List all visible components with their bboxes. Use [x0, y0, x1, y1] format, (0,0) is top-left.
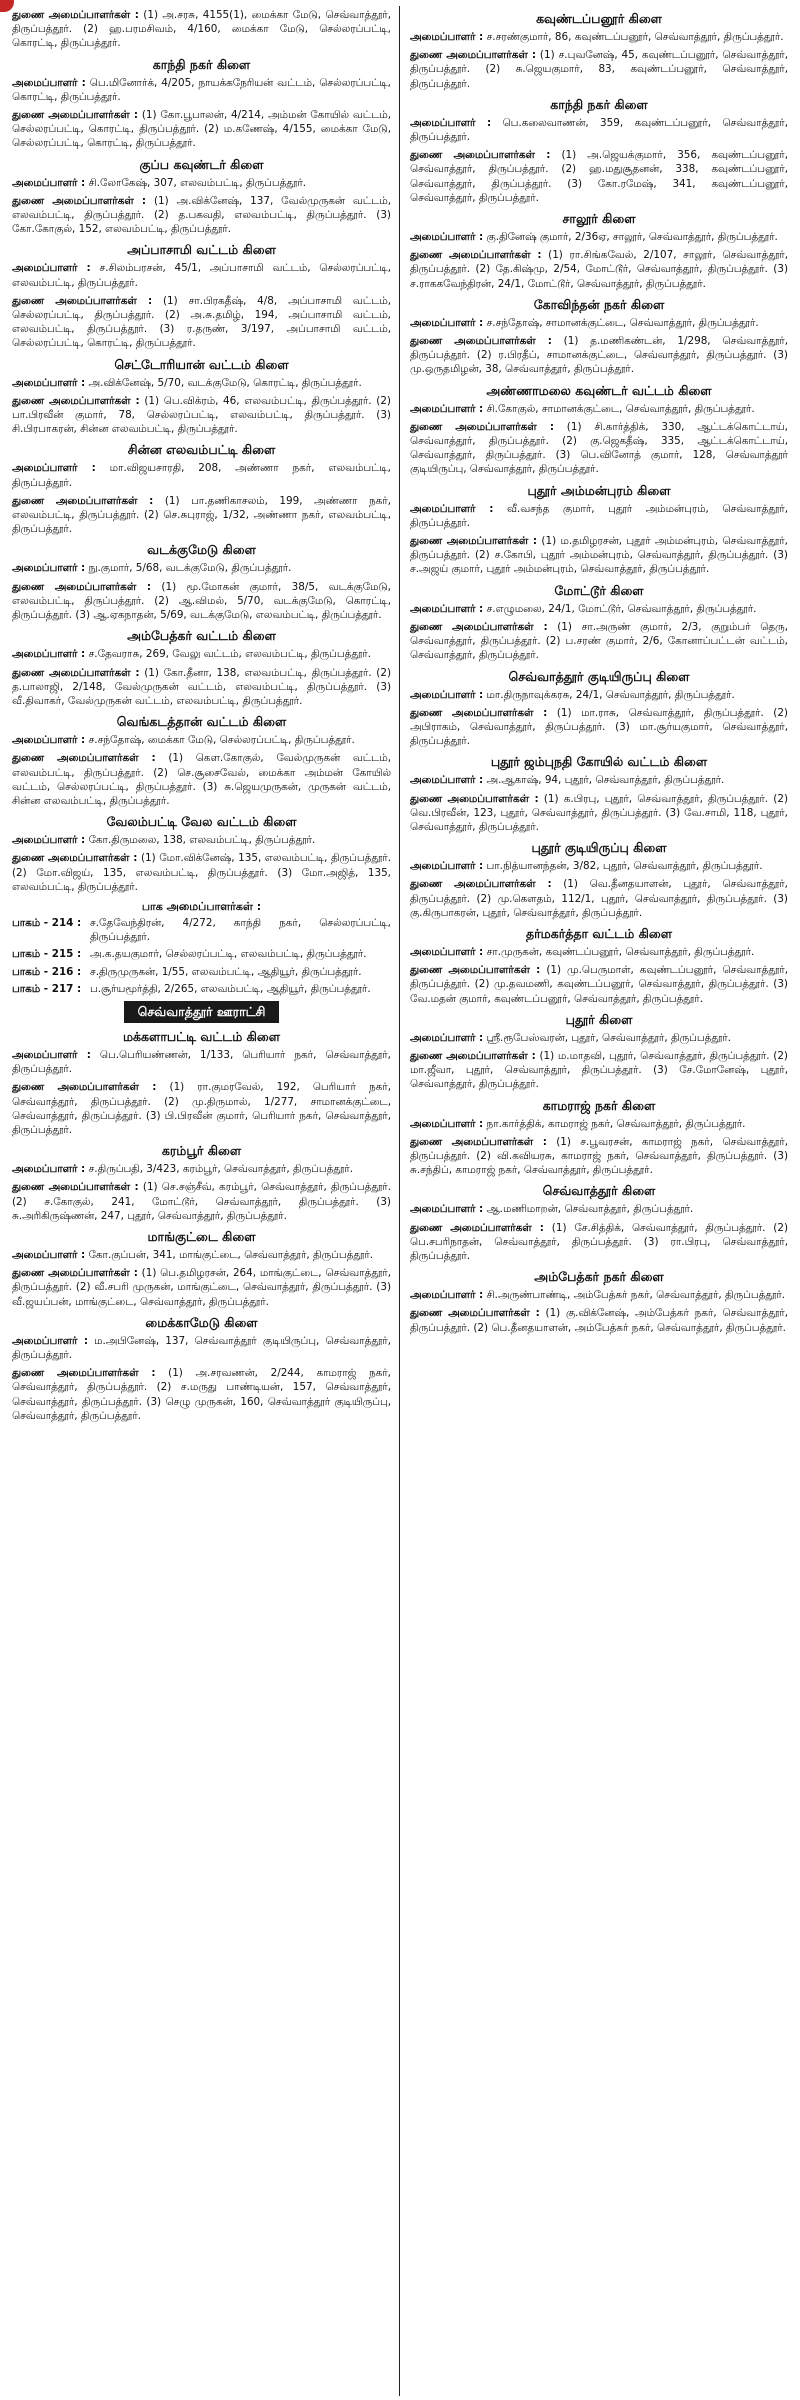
- member-details: சி.அருண்பாண்டி, அம்பேத்கர் நகர், செவ்வாத்தூர், திருப்பத்தூர்.: [483, 1289, 786, 1302]
- member-details: (1) சா.அருண் குமார், 2/3, குறும்பர் தெரு, செவ்வாத்தூர், திருப்பத்தூர். (2) ப.சரண் குமார், 2/6, கோனாப்பட்டன் வட்டம், செவ்வாத்தூர், திருப்பத்தூர்.: [410, 620, 788, 662]
- booth-organiser: ச.திருமுருகன், 1/55, எலவம்பட்டி, ஆதியூர், திருப்பத்தூர்.: [90, 965, 362, 978]
- role-label: துணை அமைப்பாளர்கள் :: [410, 49, 537, 62]
- member-entry: [410, 792, 788, 835]
- role-label: அமைப்பாளர் :: [12, 1163, 86, 1176]
- role-label: துணை அமைப்பாளர்கள் :: [410, 535, 538, 548]
- booth-number: பாகம் - 216 :: [12, 965, 82, 978]
- role-label: துணை அமைப்பாளர்கள் :: [12, 294, 153, 307]
- role-label: துணை அமைப்பாளர்கள் :: [410, 149, 551, 162]
- member-details: ஸ்ரீ.ரூபேஸ்வரன், புதூர், செவ்வாத்தூர், திருப்பத்தூர்.: [483, 1031, 732, 1044]
- role-label: துணை அமைப்பாளர்கள் :: [410, 420, 554, 433]
- role-label: துணை அமைப்பாளர்கள் :: [410, 1221, 544, 1234]
- member-details: (1) மா.ராசு, செவ்வாத்தூர், திருப்பத்தூர். (2) அபிராகம், செவ்வாத்தூர், திருப்பத்தூர். (3) மா.சூர்யகுமார், செவ்வாத்தூர், திருப்பத்தூர்.: [410, 706, 788, 748]
- member-details: ச.சரண்குமார், 86, கவுண்டப்பனூர், செவ்வாத்தூர், திருப்பத்தூர்.: [483, 31, 784, 43]
- role-label: துணை அமைப்பாளர்கள் :: [12, 1367, 156, 1380]
- role-label: அமைப்பாளர் :: [12, 1334, 88, 1347]
- member-details: மா.விஜயசாரதி, 208, அண்ணா நகர், எலவம்பட்டி, திருப்பத்தூர்.: [12, 462, 391, 489]
- member-details: ஆ.மணிமாறன், செவ்வாத்தூர், திருப்பத்தூர்.: [483, 1203, 694, 1216]
- branch-section: [12, 241, 391, 350]
- left-column: [6, 6, 400, 2396]
- member-entry: [410, 316, 788, 330]
- branch-section: [410, 382, 788, 477]
- member-details: அ.விக்னேஷ், 5/70, வடக்குமேடு, கொரட்டி, திருப்பத்தூர்.: [85, 376, 362, 389]
- role-label: அமைப்பாளர் :: [410, 231, 484, 244]
- member-details: (1) கோ.தீனா, 138, எலவம்பட்டி, திருப்பத்தூர். (2) த.பாலாஜி, 2/148, வேல்முருகன் வட்டம், எலவம்பட்டி, திருப்பத்தூர். (3) வீ.திவாகர், வேல்முருகன் வட்டம், எலவம்பட்டி, திருப்பத்தூர்.: [12, 666, 391, 707]
- member-entry: [12, 580, 391, 623]
- role-label: அமைப்பாளர் :: [410, 1031, 484, 1044]
- member-entry: [12, 176, 391, 190]
- member-entry: [410, 1221, 788, 1264]
- member-entry: [12, 76, 391, 104]
- member-details: (1) மோ.விக்னேஷ், 135, எலவம்பட்டி, திருப்பத்தூர். (2) மோ.விஜய், 135, எலவம்பட்டி, திருப்பத்தூர். (3) மோ.அஜித், 135, எலவம்பட்டி, திருப்பத்தூர்.: [12, 852, 392, 893]
- branch-section: [12, 627, 391, 708]
- member-entry: [410, 602, 788, 616]
- branch-section: [410, 96, 788, 205]
- member-details: கோ.திருமலை, 138, எலவம்பட்டி, திருப்பத்தூர்.: [85, 834, 316, 847]
- member-details: ச.திருப்பதி, 3/423, கரம்பூர், செவ்வாத்தூர், திருப்பத்தூர்.: [85, 1163, 354, 1176]
- member-details: பெ.கலைவாணன், 359, கவுண்டப்பனூர், செவ்வாத்தூர், திருப்பத்தூர்.: [410, 116, 788, 144]
- branch-title: வேலம்பட்டி வேல வட்டம் கிளை: [106, 814, 297, 830]
- branch-section: [410, 482, 788, 577]
- member-entry: [410, 502, 788, 530]
- member-entry: [410, 248, 788, 291]
- booth-title: பாக அமைப்பாளர்கள் :: [141, 899, 262, 913]
- role-label: அமைப்பாளர் :: [410, 774, 484, 787]
- member-entry: [12, 1266, 391, 1309]
- branch-section: [410, 1182, 788, 1263]
- role-label: துணை அமைப்பாளர்கள் :: [410, 1135, 547, 1148]
- role-label: அமைப்பாளர் :: [410, 688, 484, 701]
- branch-title: மாங்குட்டை கிளை: [147, 1228, 256, 1244]
- member-details: (1) ச.பூவரசன், காமராஜ் நகர், செவ்வாத்தூர், திருப்பத்தூர். (2) வி.கவியரசு, காமராஜ் நகர், செவ்வாத்தூர், திருப்பத்தூர். (3) சு.சந்திப், காமராஜ் நகர், செவ்வாத்தூர், திருப்பத்தூர்.: [410, 1135, 788, 1177]
- role-label: அமைப்பாளர் :: [410, 31, 484, 43]
- member-details: (1) அ.ஜெயக்குமார், 356, கவுண்டப்பனூர், செவ்வாத்தூர், திருப்பத்தூர். (2) ஹ.மதுசூதனன், 338, கவுண்டப்பனூர், செவ்வாத்தூர், திருப்பத்தூர். (3) கோ.ரமேஷ், 341, கவுண்டப்பனூர், செவ்வாத்தூர், திருப்பத்தூர்.: [410, 149, 788, 204]
- branch-title: புதூர் அம்மன்புரம் கிளை: [527, 482, 671, 498]
- booth-row: [12, 982, 391, 996]
- role-label: துணை அமைப்பாளர்கள் :: [12, 109, 139, 122]
- branch-section: [12, 1028, 391, 1137]
- member-details: (1) கு.விக்னேஷ், அம்பேத்கர் நகர், செவ்வாத்தூர், திருப்பத்தூர். (2) பெ.தீனதயாளன், அம்பேத்கர் நகர், செவ்வாத்தூர், திருப்பத்தூர்.: [410, 1307, 788, 1334]
- booth-row: [12, 947, 391, 961]
- member-entry: [410, 963, 788, 1006]
- branch-section: [410, 839, 788, 920]
- member-details: (1) வெ.தீனதயாளன், புதூர், செவ்வாத்தூர், திருப்பத்தூர். (2) மு.கௌதம், 112/1, புதூர், செவ்வாத்தூர், திருப்பத்தூர். (3) கு.கிருபாகரன், புதூர், செவ்வாத்தூர், திருப்பத்தூர்.: [410, 878, 788, 919]
- member-entry: [12, 376, 391, 390]
- member-details: மா.திருநாவுக்கரசு, 24/1, செவ்வாத்தூர், திருப்பத்தூர்.: [483, 688, 735, 701]
- member-entry: [12, 394, 391, 437]
- branch-title: மோட்டூர் கிளை: [554, 582, 644, 598]
- role-label: அமைப்பாளர் :: [410, 116, 492, 129]
- booth-list: [12, 916, 391, 996]
- member-details: சா.முருகன், கவுண்டப்பனூர், செவ்வாத்தூர், திருப்பத்தூர்.: [483, 945, 755, 958]
- member-entry: [410, 48, 788, 91]
- role-label: துணை அமைப்பாளர்கள் :: [410, 1049, 536, 1062]
- branch-section: [12, 441, 391, 536]
- branch-section: [410, 1097, 788, 1178]
- role-label: துணை அமைப்பாளர்கள் :: [410, 964, 541, 977]
- booth-number: பாகம் - 214 :: [12, 916, 82, 929]
- member-details: (1) சா.பிரகதீஷ், 4/8, அப்பாசாமி வட்டம், செல்லரப்பட்டி, திருப்பத்தூர். (2) அ.சு.தமிழ், 194, அப்பாசாமி வட்டம், எலவம்பட்டி, திருப்பத்தூர். (3) ர.தருண், 3/197, அப்பாசாமி வட்டம், செல்லரப்பட்டி, கொரட்டி, திருப்பத்தூர்.: [12, 294, 391, 350]
- member-entry: [410, 116, 788, 144]
- branch-section: [12, 1314, 391, 1423]
- member-entry: [12, 1334, 391, 1362]
- branch-title: தர்மகர்த்தா வட்டம் கிளை: [525, 925, 673, 941]
- member-details: பெ.பெரியண்ணன், 1/133, பெரியார் நகர், செவ்வாத்தூர், திருப்பத்தூர்.: [12, 1048, 391, 1076]
- member-entry: [410, 877, 788, 920]
- branch-section: [410, 296, 788, 377]
- branch-title: கவுண்டப்பனூர் கிளை: [536, 11, 662, 26]
- member-details: (1) க.பிரபு, புதூர், செவ்வாத்தூர், திருப்பத்தூர். (2) வெ.பிரவீன், 123, புதூர், செவ்வாத்தூர், திருப்பத்தூர். (3) வே.சாமி, 118, புதூர், செவ்வாத்தூர், திருப்பத்தூர்.: [410, 792, 788, 833]
- role-label: அமைப்பாளர் :: [12, 734, 86, 747]
- member-details: (1) மூ.மோகன் குமார், 38/5, வடக்குமேடு, எலவம்பட்டி, திருப்பத்தூர். (2) ஆ.விமல், 5/70, வடக்குமேடு, கொரட்டி, திருப்பத்தூர். (3) ஆ.ஏகநாதன், 5/69, வடக்குமேடு, எலவம்பட்டி, திருப்பத்தூர்.: [12, 580, 391, 622]
- booth-organiser: அ.க.தயகுமார், செல்லரப்பட்டி, எலவம்பட்டி, திருப்பத்தூர்.: [90, 948, 367, 961]
- branch-section: [12, 56, 391, 151]
- member-entry: [410, 1117, 788, 1131]
- role-label: துணை அமைப்பாளர்கள் :: [12, 852, 138, 865]
- branch-title: செவ்வாத்தூர் குடியிருப்பு கிளை: [508, 668, 690, 684]
- member-entry: [12, 851, 391, 894]
- member-entry: [12, 561, 391, 575]
- member-entry: [12, 733, 391, 747]
- member-details: ச.சிலம்பரசன், 45/1, அப்பாசாமி வட்டம், செல்லரப்பட்டி, எலவம்பட்டி, திருப்பத்தூர்.: [12, 262, 391, 289]
- branch-title: புதூர் குடியிருப்பு கிளை: [531, 840, 667, 856]
- role-label: அமைப்பாளர் :: [410, 860, 484, 873]
- left-sections: [12, 8, 391, 894]
- branch-section: [12, 541, 391, 622]
- member-details: பெ.மினோர்க், 4/205, நாயக்கநேரியன் வட்டம், செல்லரப்பட்டி, கொரட்டி, திருப்பத்தூர்.: [12, 76, 391, 103]
- role-label: அமைப்பாளர் :: [12, 376, 86, 389]
- role-label: அமைப்பாளர் :: [12, 176, 86, 189]
- member-entry: [410, 30, 788, 44]
- branch-section: [12, 713, 391, 808]
- member-details: (1) த.மணிகண்டன், 1/298, செவ்வாத்தூர், திருப்பத்தூர். (2) ர.பிரதீப், சாமானக்குட்டை, செவ்வாத்தூர், திருப்பத்தூர். (3) மு.ஒருதமிழன், 38, செவ்வாத்தூர், திருப்பத்தூர்.: [410, 335, 789, 376]
- member-entry: [12, 194, 391, 237]
- branch-title: செட்டோரியான் வட்டம் கிளை: [114, 356, 289, 372]
- branch-title: புதூர் கிளை: [565, 1011, 633, 1027]
- right-column: [400, 6, 794, 2396]
- branch-section: [12, 813, 391, 894]
- role-label: துணை அமைப்பாளர்கள் :: [12, 494, 154, 507]
- branch-title: அம்பேத்கர் நகர் கிளை: [534, 1269, 664, 1285]
- role-label: அமைப்பாளர் :: [410, 602, 484, 615]
- branch-section: [12, 8, 391, 51]
- member-entry: [12, 1162, 391, 1176]
- booth-number: பாகம் - 215 :: [12, 948, 82, 961]
- role-label: அமைப்பாளர் :: [12, 462, 96, 475]
- branch-title: சாலூர் கிளை: [562, 211, 636, 227]
- member-details: அ.ஆகாஷ், 94, புதூர், செவ்வாத்தூர், திருப்பத்தூர்.: [483, 774, 725, 787]
- member-entry: [410, 534, 788, 577]
- role-label: அமைப்பாளர் :: [410, 1117, 484, 1130]
- role-label: துணை அமைப்பாளர்கள் :: [12, 1081, 157, 1094]
- branch-section: [410, 1268, 788, 1335]
- right-sections: [410, 10, 788, 1335]
- role-label: துணை அமைப்பாளர்கள் :: [410, 706, 548, 719]
- member-details: (1) பெ.விக்ரம், 46, எலவம்பட்டி, திருப்பத்தூர். (2) பா.பிரவீன் குமார், 78, செல்லரப்பட்டி, எலவம்பட்டி, திருப்பத்தூர். (3) சி.பிரபாகரன், சின்ன எலவம்பட்டி, திருப்பத்தூர்.: [12, 394, 391, 436]
- role-label: அமைப்பாளர் :: [410, 502, 494, 515]
- member-entry: [12, 751, 391, 808]
- member-details: (1) பெ.தமிழரசன், 264, மாங்குட்டை, செவ்வாத்தூர், திருப்பத்தூர். (2) வீ.சபரி முருகன், மாங்குட்டை, செவ்வாத்தூர், திருப்பத்தூர். (3) வீ.ஜயப்பன், மாங்குட்டை, செவ்வாத்தூர், திருப்பத்தூர்.: [12, 1267, 391, 1308]
- member-entry: [12, 666, 391, 709]
- role-label: அமைப்பாளர் :: [410, 316, 484, 329]
- branch-section: [410, 925, 788, 1006]
- member-entry: [12, 1080, 391, 1137]
- booth-organisers: [12, 899, 391, 996]
- branch-title: குப்ப கவுண்டர் கிளை: [139, 156, 264, 172]
- branch-section: [12, 1228, 391, 1309]
- member-entry: [12, 647, 391, 661]
- member-details: ச.தேவராசு, 269, வேலு வட்டம், எலவம்பட்டி, திருப்பத்தூர்.: [85, 648, 372, 661]
- branch-title: அண்ணாமலை கவுண்டர் வட்டம் கிளை: [486, 382, 712, 398]
- branch-section: [410, 753, 788, 834]
- member-entry: [12, 1180, 391, 1223]
- branch-title: மக்களாபட்டி வட்டம் கிளை: [122, 1028, 281, 1044]
- member-entry: [410, 1306, 788, 1334]
- member-entry: [12, 261, 391, 289]
- role-label: அமைப்பாளர் :: [12, 1048, 91, 1061]
- member-entry: [12, 108, 391, 151]
- member-entry: [410, 706, 788, 749]
- member-details: (1) கோ.பூபாலன், 4/214, அம்மன் கோயில் வட்டம், செல்லரப்பட்டி, கொரட்டி, திருப்பத்தூர். (2) ம.கணேஷ், 4/155, மைக்கா மேடு, செல்லரப்பட்டி, கொரட்டி, திருப்பத்தூர்.: [12, 109, 391, 150]
- branch-section: [410, 668, 788, 749]
- booth-number: பாகம் - 217 :: [12, 982, 82, 995]
- member-details: (1) ரா.குமரவேல், 192, பெரியார் நகர், செவ்வாத்தூர், திருப்பத்தூர். (2) மு.திருமால், 1/277, சாமானக்குட்டை, செவ்வாத்தூர், திருப்பத்தூர். (3) பி.பிரவீன் குமார், பெரியார் நகர், செவ்வாத்தூர், திருப்பத்தூர்.: [12, 1081, 391, 1136]
- role-label: அமைப்பாளர் :: [410, 402, 484, 415]
- role-label: அமைப்பாளர் :: [410, 945, 484, 958]
- member-entry: [410, 688, 788, 702]
- member-details: (1) கௌ.கோகுல், வேல்முருகன் வட்டம், எலவம்பட்டி, திருப்பத்தூர். (2) செ.சூசைவேல், மைக்கா அம்மன் கோயில் வட்டம், செல்லரப்பட்டி, திருப்பத்தூர். (3) சு.ஜெயமுருகன், முருகன் வட்டம், சின்ன எலவம்பட்டி, திருப்பத்தூர்.: [12, 752, 391, 807]
- role-label: துணை அமைப்பாளர்கள் :: [12, 752, 156, 765]
- role-label: துணை அமைப்பாளர்கள் :: [12, 580, 152, 593]
- role-label: துணை அமைப்பாளர்கள் :: [410, 249, 542, 262]
- role-label: துணை அமைப்பாளர்கள் :: [410, 1307, 540, 1320]
- branch-title: கரம்பூர் கிளை: [161, 1143, 242, 1159]
- branch-title: வெங்கடத்தான் வட்டம் கிளை: [116, 714, 287, 730]
- member-details: சி.கோகுல், சாமானக்குட்டை, செவ்வாத்தூர், திருப்பத்தூர்.: [483, 402, 755, 415]
- branch-section: [410, 582, 788, 663]
- member-details: ச.சந்தோஷ், சாமானக்குட்டை, செவ்வாத்தூர், திருப்பத்தூர்.: [483, 316, 759, 329]
- member-details: சி.லோகேஷ், 307, எலவம்பட்டி, திருப்பத்தூர்.: [85, 176, 307, 189]
- role-label: துணை அமைப்பாளர்கள் :: [12, 9, 139, 21]
- branch-title: மைக்காமேடு கிளை: [145, 1314, 258, 1330]
- role-label: அமைப்பாளர் :: [12, 1248, 86, 1261]
- branch-title: புதூர் ஜம்புநதி கோயில் வட்டம் கிளை: [490, 754, 708, 770]
- member-entry: [12, 461, 391, 489]
- branch-title: காந்தி நகர் கிளை: [152, 56, 251, 72]
- panchayat-banner: [12, 1001, 391, 1023]
- member-details: ச.சந்தோஷ், மைக்கா மேடு, செல்லரப்பட்டி, திருப்பத்தூர்.: [85, 734, 355, 747]
- member-entry: [410, 1049, 788, 1092]
- member-entry: [12, 1248, 391, 1262]
- member-entry: [12, 294, 391, 351]
- role-label: துணை அமைப்பாளர்கள் :: [12, 1181, 139, 1194]
- member-details: (1) அ.சரசு, 4155(1), மைக்கா மேடு, செவ்வாத்தூர், திருப்பத்தூர். (2) ஹ.பரமசிவம், 4/160, மைக்கா மேடு, செல்லரப்பட்டி, கொரட்டி, திருப்பத்தூர்.: [12, 9, 391, 50]
- member-details: பா.நித்யானந்தன், 3/82, புதூர், செவ்வாத்தூர், திருப்பத்தூர்.: [483, 860, 763, 873]
- member-details: கோ.குப்பன், 341, மாங்குட்டை, செவ்வாத்தூர், திருப்பத்தூர்.: [85, 1248, 374, 1261]
- role-label: துணை அமைப்பாளர்கள் :: [12, 194, 147, 207]
- role-label: அமைப்பாளர் :: [410, 1203, 484, 1216]
- member-details: (1) மு.பெருமாள், கவுண்டப்பனூர், செவ்வாத்தூர், திருப்பத்தூர். (2) மு.தவமணி, கவுண்டப்பனூர், செவ்வாத்தூர், திருப்பத்தூர். (3) வே.மதன் குமார், கவுண்டப்பனூர், செவ்வாத்தூர், திருப்பத்தூர்.: [410, 964, 788, 1005]
- document-page: [6, 6, 794, 2396]
- booth-organiser: ப.சூர்யமூர்த்தி, 2/265, எலவம்பட்டி, ஆதியூர், திருப்பத்தூர்.: [90, 982, 371, 995]
- member-entry: [12, 494, 391, 537]
- role-label: அமைப்பாளர் :: [12, 648, 86, 661]
- branch-title: கோவிந்தன் நகர் கிளை: [533, 296, 665, 312]
- branch-section: [12, 1142, 391, 1223]
- role-label: துணை அமைப்பாளர்கள் :: [410, 878, 552, 891]
- member-details: வீ.வசந்த குமார், புதூர் அம்மன்புரம், செவ்வாத்தூர், திருப்பத்தூர்.: [410, 502, 788, 529]
- member-entry: [410, 620, 788, 663]
- member-entry: [410, 402, 788, 416]
- member-entry: [410, 1135, 788, 1178]
- role-label: துணை அமைப்பாளர்கள் :: [12, 394, 140, 407]
- role-label: துணை அமைப்பாளர்கள் :: [410, 792, 539, 805]
- role-label: துணை அமைப்பாளர்கள் :: [410, 620, 548, 633]
- member-details: (1) ரா.சிங்கவேல், 2/107, சாலூர், செவ்வாத்தூர், திருப்பத்தூர். (2) தே.கிஷ்மு, 2/54, மோட்டூர், செவ்வாத்தூர், திருப்பத்தூர். (3) ச.ராககவேந்திரன், 24/1, மோட்டூர், செவ்வாத்தூர், திருப்பத்தூர்.: [410, 249, 788, 290]
- role-label: துணை அமைப்பாளர்கள் :: [12, 1267, 138, 1280]
- member-entry: [410, 1288, 788, 1302]
- branch-section: [410, 210, 788, 291]
- booth-row: [12, 916, 391, 944]
- role-label: அமைப்பாளர் :: [12, 76, 86, 89]
- role-label: துணை அமைப்பாளர்கள் :: [410, 335, 552, 348]
- branch-title: சின்ன எலவம்பட்டி கிளை: [127, 442, 276, 458]
- branch-title: காமராஜ் நகர் கிளை: [542, 1097, 656, 1113]
- member-details: ச.எழுமலை, 24/1, மோட்டூர், செவ்வாத்தூர், திருப்பத்தூர்.: [483, 602, 757, 615]
- member-entry: [410, 1202, 788, 1216]
- branch-section: [410, 10, 788, 91]
- branch-section: [12, 156, 391, 237]
- member-entry: [410, 334, 788, 377]
- member-entry: [410, 773, 788, 787]
- member-details: (1) அ.சரவணன், 2/244, காமராஜ் நகர், செவ்வாத்தூர், திருப்பத்தூர். (2) ச.மருது பாண்டியன், 157, செவ்வாத்தூர், செவ்வாத்தூர், திருப்பத்தூர். (3) செழு முருகன், 160, செவ்வாத்தூர் குடியிருப்பு, செவ்வாத்தூர், திருப்பத்தூர்.: [12, 1367, 391, 1422]
- branch-title: அம்பேத்கர் வட்டம் கிளை: [127, 628, 276, 644]
- role-label: துணை அமைப்பாளர்கள் :: [12, 666, 140, 679]
- role-label: அமைப்பாளர் :: [12, 262, 91, 275]
- member-details: (1) செ.சஞ்சீவ், கரம்பூர், செவ்வாத்தூர், திருப்பத்தூர். (2) ச.கோகுல், 241, மோட்டூர், செவ்வாத்தூர், திருப்பத்தூர். (3) சு.அரிகிருஷ்ணன், 247, புதூர், செவ்வாத்தூர், திருப்பத்தூர்.: [12, 1181, 391, 1222]
- role-label: அமைப்பாளர் :: [410, 1289, 484, 1302]
- member-details: (1) ச.புவனேஷ், 45, கவுண்டப்பனூர், செவ்வாத்தூர், திருப்பத்தூர். (2) சு.ஜெயகுமார், 83, கவுண்டப்பனூர், செவ்வாத்தூர், திருப்பத்தூர்.: [410, 49, 788, 90]
- member-entry: [410, 859, 788, 873]
- member-details: (1) பா.தணிகாசலம், 199, அண்ணா நகர், எலவம்பட்டி, திருப்பத்தூர். (2) செ.சுபுராஜ், 1/32, அண்ணா நகர், எலவம்பட்டி, திருப்பத்தூர்.: [12, 494, 391, 536]
- member-details: (1) சி.கார்த்திக், 330, ஆட்டக்கொட்டாய், செவ்வாத்தூர், திருப்பத்தூர். (2) கு.ஜெகதீஷ், 335, ஆட்டக்கொட்டாய், செவ்வாத்தூர், திருப்பத்தூர். (3) பெ.வினோத் குமார், 128, செவ்வாத்தூர் குடியிருப்பு, செவ்வாத்தூர், திருப்பத்தூர்.: [410, 420, 788, 476]
- branch-section: [12, 356, 391, 437]
- branch-title: காந்தி நகர் கிளை: [550, 96, 648, 112]
- role-label: அமைப்பாளர் :: [12, 834, 86, 847]
- member-details: ம.அபினேஷ், 137, செவ்வாத்தூர் குடியிருப்பு, செவ்வாத்தூர், திருப்பத்தூர்.: [12, 1334, 392, 1361]
- branch-title: வடக்குமேடு கிளை: [147, 542, 256, 558]
- member-details: நு.குமார், 5/68, வடக்குமேடு, திருப்பத்தூர்.: [85, 562, 292, 575]
- member-entry: [410, 230, 788, 244]
- member-details: கு.தினேஷ் குமார், 2/36ஏ, சாலூர், செவ்வாத்தூர், திருப்பத்தூர்.: [483, 231, 778, 244]
- left-sections-panchayat: [12, 1028, 391, 1423]
- branch-title: அப்பாசாமி வட்டம் கிளை: [127, 242, 276, 258]
- member-details: (1) ம.தமிழரசன், புதூர் அம்மன்புரம், செவ்வாத்தூர், திருப்பத்தூர். (2) ச.கோபி, புதூர் அம்மன்புரம், செவ்வாத்தூர், திருப்பத்தூர். (3) ச.அஜய் குமார், புதூர் அம்மன்புரம், செவ்வாத்தூர், திருப்பத்தூர்.: [410, 535, 788, 576]
- member-entry: [410, 1031, 788, 1045]
- member-entry: [410, 420, 788, 477]
- member-entry: [410, 148, 788, 205]
- branch-title: செவ்வாத்தூர் கிளை: [542, 1183, 656, 1199]
- role-label: அமைப்பாளர் :: [12, 562, 86, 575]
- member-details: நா.கார்த்திக், காமராஜ் நகர், செவ்வாத்தூர், திருப்பத்தூர்.: [483, 1117, 746, 1130]
- member-entry: [410, 945, 788, 959]
- member-details: (1) ம.மாதவி, புதூர், செவ்வாத்தூர், திருப்பத்தூர். (2) மா.ஜீவா, புதூர், செவ்வாத்தூர், திருப்பத்தூர். (3) சே.மோனேஷ், புதூர், செவ்வாத்தூர், திருப்பத்தூர்.: [410, 1049, 788, 1091]
- member-details: (1) சே.சித்திக், செவ்வாத்தூர், திருப்பத்தூர். (2) பெ.சபரிநாதன், செவ்வாத்தூர், திருப்பத்தூர். (3) ரா.பிரபு, செவ்வாத்தூர், திருப்பத்தூர்.: [410, 1221, 788, 1262]
- member-entry: [12, 8, 391, 51]
- member-entry: [12, 1366, 391, 1423]
- member-entry: [12, 833, 391, 847]
- branch-section: [410, 1011, 788, 1092]
- member-entry: [12, 1048, 391, 1076]
- member-details: (1) அ.விக்னேஷ், 137, வேல்முருகன் வட்டம், எலவம்பட்டி, திருப்பத்தூர். (2) த.பகவதி, எலவம்பட்டி, திருப்பத்தூர். (3) கோ.கோகுல், 152, எலவம்பட்டி, திருப்பத்தூர்.: [12, 194, 392, 236]
- panchayat-title: செவ்வாத்தூர் ஊராட்சி: [124, 1001, 280, 1023]
- booth-row: [12, 965, 391, 979]
- booth-organiser: ச.தேவேந்திரன், 4/272, காந்தி நகர், செல்லரப்பட்டி, திருப்பத்தூர்.: [90, 916, 391, 944]
